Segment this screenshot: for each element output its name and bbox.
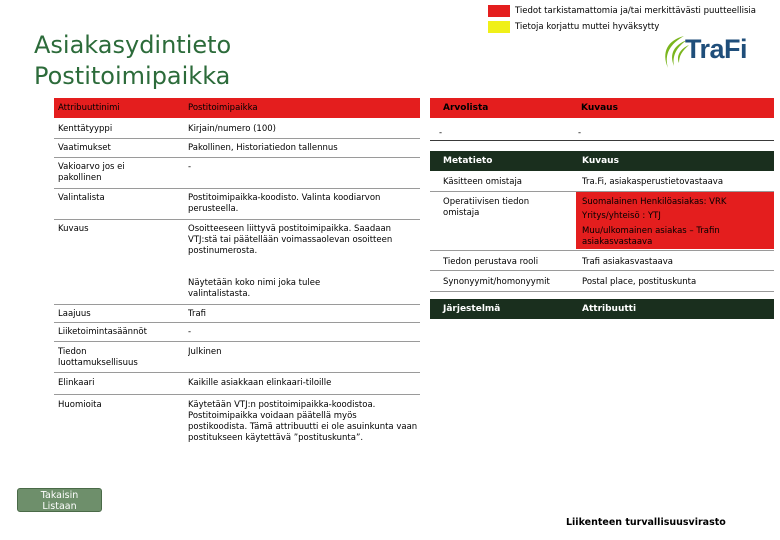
metatieto-header-col1: Metatieto: [443, 156, 493, 166]
page-title-line2: Postitoimipaikka: [34, 62, 231, 90]
legend-yellow-label: Tietoja korjattu muttei hyväksytty: [515, 22, 660, 32]
attribute-value: Julkinen: [188, 347, 222, 357]
arvolista-row-col2: -: [578, 128, 582, 138]
page-title-line1: Asiakasydintieto: [34, 31, 232, 59]
metatieto-owner-line: Suomalainen Henkilöasiakas: VRK: [582, 197, 727, 207]
attribute-label: Kenttätyyppi: [58, 124, 113, 134]
metatieto-row-col2: Postal place, postituskunta: [582, 277, 697, 287]
attribute-label: Attribuuttinimi: [58, 103, 120, 113]
attribute-value: Postitoimipaikka: [188, 103, 258, 113]
attribute-value: -: [188, 327, 192, 337]
metatieto-row-col1: Käsitteen omistaja: [443, 177, 523, 187]
row-divider: [430, 291, 774, 292]
back-button-label-line2: Listaan: [42, 501, 77, 512]
row-divider: [54, 304, 420, 305]
row-divider: [54, 394, 420, 395]
attribute-label: Huomioita: [58, 400, 102, 410]
legend-red-label: Tiedot tarkistamattomia ja/tai merkittävästi puutteellisia: [515, 6, 756, 16]
arvolista-header-col2: Kuvaus: [581, 103, 618, 113]
row-divider: [430, 270, 774, 271]
attribute-label: Vakioarvo jos ei pakollinen: [58, 162, 125, 183]
back-to-list-button[interactable]: [17, 488, 102, 512]
attribute-label: Tiedon luottamuksellisuus: [58, 347, 138, 368]
row-divider: [54, 341, 420, 342]
attribute-label: Vaatimukset: [58, 143, 111, 153]
legend-yellow-swatch: [488, 21, 510, 33]
attribute-value-extra: Näytetään koko nimi joka tulee valintalistasta.: [188, 278, 321, 299]
jarjestelma-header-col2: Attribuutti: [582, 304, 637, 314]
metatieto-row-col2: Trafi asiakasvastaava: [582, 257, 673, 267]
back-button-label-line1: Takaisin: [40, 490, 79, 501]
attribute-value: Käytetään VTJ:n postitoimipaikka-koodistoa. Postitoimipaikka voidaan päätellä myös postikoodista. Tämä attribuutti ei ole asuinkunta vaan postitukseen käytettävä ”postituskunta”.: [188, 400, 418, 443]
attribute-value: Osoitteeseen liittyvä postitoimipaikka. Saadaan VTJ:stä tai päätellään voimassaolevan osoitteen postinumerosta.: [188, 224, 393, 256]
metatieto-owner-line: Muu/ulkomainen asiakas – Trafin asiakasvastaava: [582, 226, 720, 247]
metatieto-row-col2: Tra.Fi, asiakasperustietovastaava: [582, 177, 724, 187]
trafi-logo: [658, 32, 768, 72]
attribute-value: Kaikille asiakkaan elinkaari-tiloille: [188, 378, 332, 388]
attribute-value: Kirjain/numero (100): [188, 124, 276, 134]
row-divider: [54, 157, 420, 158]
metatieto-owner-line: Yritys/yhteisö : YTJ: [582, 211, 661, 221]
attribute-value: -: [188, 162, 192, 172]
row-divider: [54, 219, 420, 220]
row-divider: [54, 138, 420, 139]
metatieto-row-col1: Tiedon perustava rooli: [443, 257, 539, 267]
jarjestelma-header-col1: Järjestelmä: [443, 304, 501, 314]
metatieto-header-col2: Kuvaus: [582, 156, 619, 166]
page-title: [34, 30, 231, 92]
arvolista-row-col1: -: [439, 128, 443, 138]
logo-text: TraFi: [685, 34, 748, 64]
attribute-label: Laajuus: [58, 309, 91, 319]
arvolista-header-col1: Arvolista: [443, 103, 489, 113]
attribute-label: Kuvaus: [58, 224, 89, 234]
footer-agency-name: Liikenteen turvallisuusvirasto: [566, 517, 726, 528]
legend-red-swatch: [488, 5, 510, 17]
attribute-value: Pakollinen, Historiatiedon tallennus: [188, 143, 338, 153]
attribute-value: Trafi: [188, 309, 207, 319]
attribute-label: Liiketoimintasäännöt: [58, 327, 147, 337]
metatieto-row-col1: Operatiivisen tiedon omistaja: [443, 197, 530, 218]
row-divider: [54, 322, 420, 323]
attribute-label: Elinkaari: [58, 378, 95, 388]
row-divider: [430, 250, 774, 251]
row-divider: [54, 372, 420, 373]
row-divider: [54, 188, 420, 189]
attribute-value: Postitoimipaikka-koodisto. Valinta koodiarvon perusteella.: [188, 193, 381, 214]
row-divider: [430, 140, 774, 141]
metatieto-row-col1: Synonyymit/homonyymit: [443, 277, 550, 287]
attribute-label: Valintalista: [58, 193, 105, 203]
